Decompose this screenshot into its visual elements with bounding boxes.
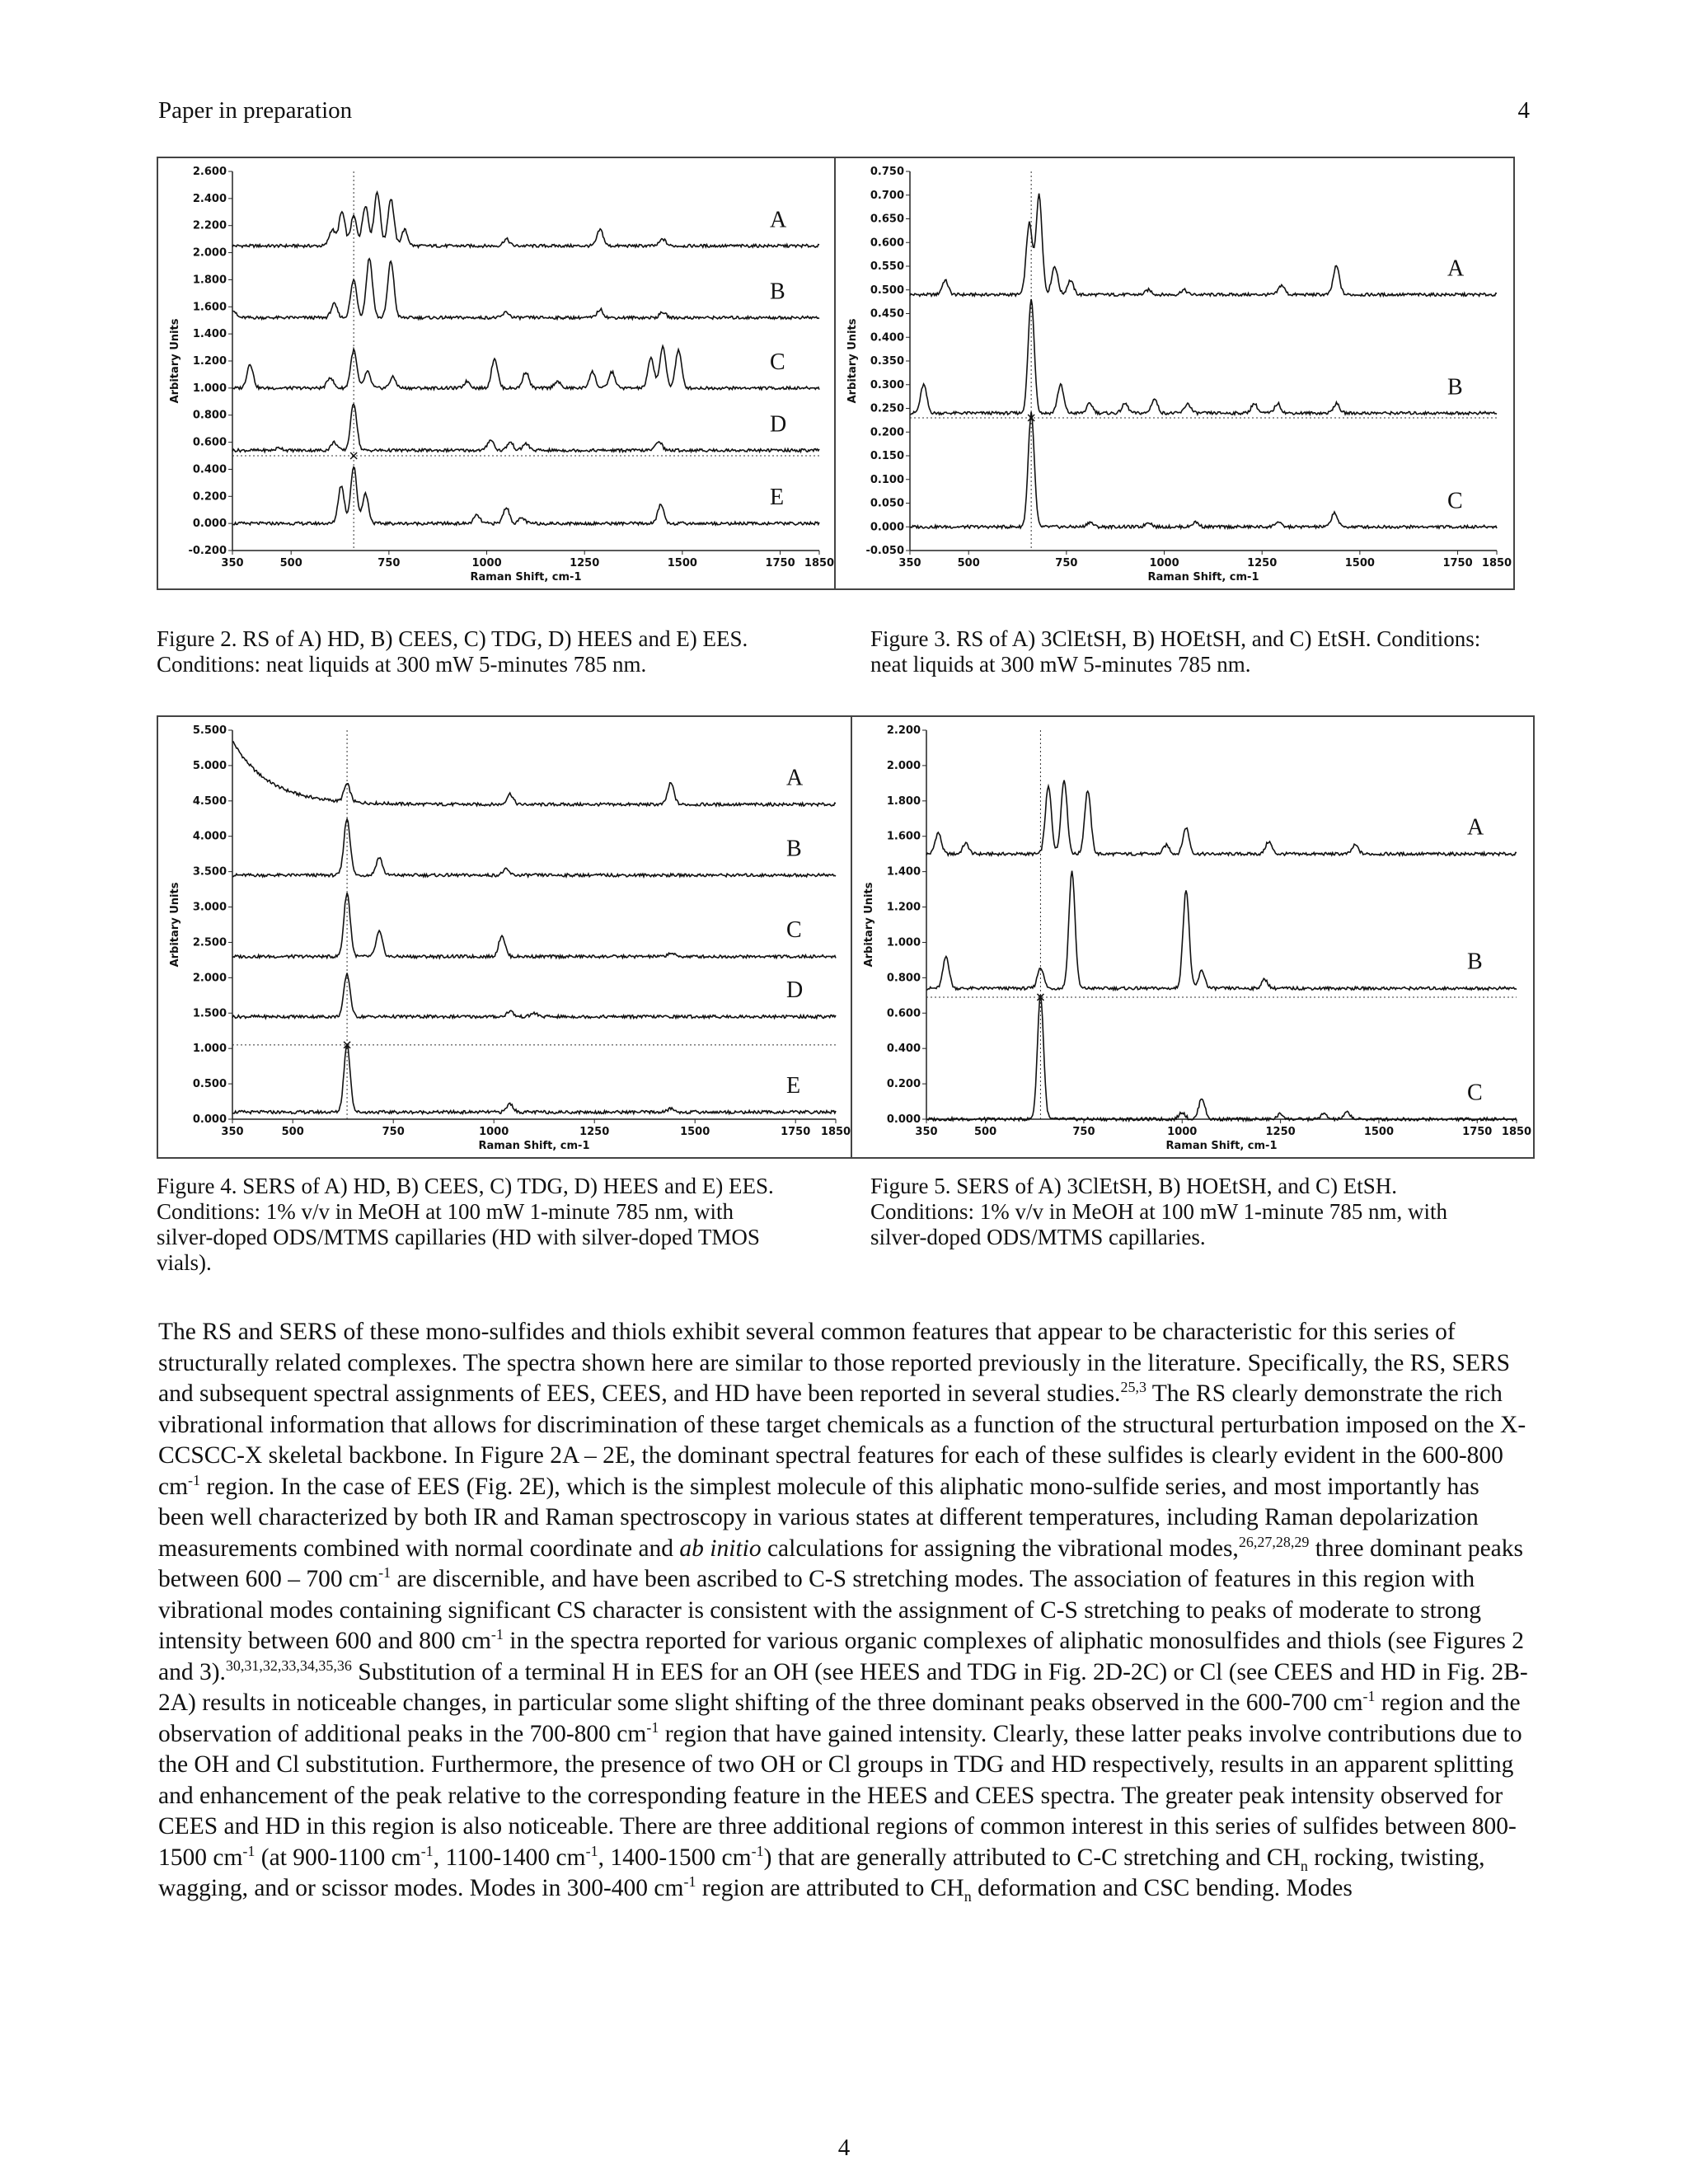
y-tick-label: 0.000 [192,1113,227,1126]
y-tick-label: 2.000 [192,972,227,985]
x-tick-label: 1500 [680,1126,710,1138]
y-axis-title: Arbitary Units [169,882,181,968]
series-label-E: E [786,1072,801,1099]
y-tick-label: -0.050 [865,545,904,557]
figure-4-frame [157,715,854,1159]
x-tick-label: 500 [279,557,302,569]
figure-3-caption: Figure 3. RS of A) 3ClEtSH, B) HOEtSH, and C) EtSH. Conditions: neat liquids at 300 mW 5-minutes 785 nm. [870,626,1481,677]
y-tick-label: 2.000 [192,246,227,260]
x-tick-label: 1000 [471,557,502,569]
y-tick-label: 0.200 [886,1078,921,1091]
x-tick-label: 1850 [1481,557,1512,569]
x-tick-label: 1850 [820,1126,851,1138]
x-tick-label: 1000 [1149,557,1179,569]
series-label-C: C [1467,1080,1483,1106]
y-tick-label: -0.200 [188,545,227,557]
y-tick-label: 1.600 [192,301,227,314]
figure-5-caption: Figure 5. SERS of A) 3ClEtSH, B) HOEtSH, and C) EtSH. Conditions: 1% v/v in MeOH at 100 mW 1-minute 785 nm, with silver-doped ODS/MTMS capillaries. [870,1174,1447,1249]
y-axis-title: Arbitary Units [863,882,875,968]
series-line-C [232,346,819,390]
x-axis-title: Raman Shift, cm-1 [478,1140,590,1152]
series-line-E [232,467,819,525]
x-tick-label: 750 [1055,557,1078,569]
y-axis-title: Arbitary Units [169,318,181,404]
figure-2-chart [158,158,836,588]
y-tick-label: 2.500 [192,936,227,949]
x-tick-label: 750 [382,1126,405,1138]
y-tick-label: 0.300 [870,378,904,391]
x-tick-label: 1850 [804,557,835,569]
y-tick-label: 2.200 [886,724,921,737]
y-tick-label: 1.600 [886,830,921,843]
x-tick-label: 1000 [479,1126,509,1138]
y-tick-label: 0.800 [192,409,227,422]
series-line-D [232,973,836,1019]
y-tick-label: 3.500 [192,865,227,879]
y-tick-label: 1.000 [886,936,921,949]
x-tick-label: 500 [281,1126,304,1138]
y-tick-label: 0.000 [870,521,904,534]
x-tick-label: 1750 [765,557,795,569]
y-tick-label: 0.750 [870,166,904,178]
y-tick-label: 5.500 [192,724,227,737]
y-tick-label: 4.000 [192,830,227,843]
x-tick-label: 1750 [1462,1126,1493,1138]
series-line-B [232,819,836,877]
series-label-E: E [770,485,785,511]
series-label-A: A [786,765,804,791]
series-label-D: D [770,411,787,438]
y-tick-label: 0.550 [870,260,904,273]
series-label-A: A [1447,255,1465,282]
figure-4-caption: Figure 4. SERS of A) HD, B) CEES, C) TDG, D) HEES and E) EES. Conditions: 1% v/v in MeOH at 100 mW 1-minute 785 nm, with silver-doped ODS/MTMS capillaries (HD with silver-doped TMOS vials). [157,1174,774,1275]
series-line-E [232,1046,836,1113]
y-tick-label: 4.500 [192,794,227,808]
y-tick-label: 0.400 [870,331,904,344]
x-tick-label: 1000 [1167,1126,1198,1138]
y-tick-label: 0.400 [192,463,227,476]
x-tick-label: 500 [957,557,980,569]
body-paragraph: The RS and SERS of these mono-sulfides and thiols exhibit several common features that appear to be characteristic for this series of structurally related complexes. The spectra shown here are similar to those reported previously in the literature. Specifically, the RS, SERS and subsequent spectral assignments of EES, CEES, and HD have been reported in several studies.$^{25,3}$ The RS clearly demonstrate the rich vibrational information that allows for discrimination of these target chemicals as a function of the structural perturbation imposed on the X-CCSCC-X skeletal backbone. In Figure 2A – 2E, the dominant spectral features for each of these sulfides is clearly evident in the 600-800 $cm^{-1}$ region. In the case of EES (Fig. 2E), which is the simplest molecule of this aliphatic mono-sulfide series, and most importantly has been well characterized by both IR and Raman spectroscopy in various states at different temperatures, including Raman depolarization measurements combined with normal coordinate and ab initio calculations for assigning the vibrational modes,$^{26,27,28,29}$ three dominant peaks between 600 – 700 $cm^{-1}$ are discernible, and have been ascribed to C-S stretching modes. The association of features in this region with vibrational modes containing significant CS character is consistent with the assignment of C-S stretching to peaks of moderate to strong intensity between 600 and 800 $cm^{-1}$ in the spectra reported for various organic complexes of aliphatic monosulfides and thiols (see Figures 2 and 3).$^{30,31,32,33,34,35,36}$ Substitution of a terminal H in EES for an OH (see HEES and TDG in Fig. 2D-2C) or Cl (see CEES and HD in Fig. 2B-2A) results in noticeable changes, in particular some slight shifting of the three dominant peaks observed in the 600-700 $cm^{-1}$ region and the observation of additional peaks in the 700-800 $cm^{-1}$ region that have gained intensity. Clearly, these latter peaks involve contributions due to the OH and Cl substitution. Furthermore, the presence of two OH or Cl groups in TDG and HD respectively, results in an apparent splitting and enhancement of the peak relative to the corresponding feature in the HEES and CEES spectra. The greater peak intensity observed for CEES and HD in this region is also noticeable. There are three additional regions of common interest in this series of sulfides between 800-1500 $cm^{-1}$ (at 900-1100 $cm^{-1}$, 1100-1400 $cm^{-1}$, 1400-1500 $cm^{-1}$) that are generally attributed to C-C stretching and $CH_n$ rocking, twisting, wagging, and or scissor modes. Modes in 300-400 $cm^{-1}$ region are attributed to $CH_n$ deformation and CSC bending. Modes [158,1319,1528,1905]
y-tick-label: 0.050 [870,497,904,510]
figure-5-frame [851,715,1535,1159]
cursor-marker [350,452,357,459]
y-tick-label: 2.400 [192,192,227,205]
y-tick-label: 2.200 [192,219,227,232]
x-tick-label: 350 [221,557,244,569]
x-tick-label: 1750 [781,1126,811,1138]
figure-4-chart [158,717,852,1157]
y-tick-label: 1.400 [192,328,227,341]
x-tick-label: 1850 [1501,1126,1532,1138]
x-tick-label: 750 [377,557,401,569]
y-tick-label: 1.800 [192,274,227,287]
series-line-A [232,742,836,806]
x-tick-label: 500 [974,1126,997,1138]
x-tick-label: 350 [221,1126,244,1138]
y-tick-label: 0.700 [870,189,904,202]
series-label-B: B [786,836,802,862]
series-label-B: B [770,279,785,305]
header-page-number: 4 [1517,97,1530,124]
y-tick-label: 1.400 [886,865,921,879]
series-label-C: C [786,917,802,944]
running-header: Paper in preparation [158,97,353,124]
y-tick-label: 0.200 [192,490,227,504]
y-tick-label: 0.400 [886,1043,921,1056]
y-tick-label: 1.000 [192,1043,227,1056]
x-tick-label: 1500 [667,557,697,569]
y-tick-label: 1.000 [192,382,227,395]
series-line-C [232,893,836,958]
y-tick-label: 0.600 [870,237,904,250]
footer-page-number: 4 [837,2135,851,2161]
y-tick-label: 0.500 [192,1078,227,1091]
y-tick-label: 0.600 [886,1007,921,1020]
y-tick-label: 1.800 [886,794,921,808]
series-label-D: D [786,977,804,1003]
x-tick-label: 1500 [1363,1126,1395,1138]
series-line-D [232,404,819,452]
x-tick-label: 350 [915,1126,938,1138]
y-axis-title: Arbitary Units [846,318,859,404]
series-label-A: A [770,207,787,233]
series-label-C: C [1447,488,1463,514]
series-label-A: A [1467,814,1484,841]
figure-2-frame [157,157,837,590]
series-line-B [910,299,1497,415]
y-tick-label: 0.800 [886,972,921,985]
y-tick-label: 0.150 [870,450,904,462]
y-tick-label: 5.000 [192,759,227,772]
y-tick-label: 0.200 [870,426,904,439]
series-line-B [926,871,1517,991]
y-tick-label: 0.650 [870,213,904,226]
figure-5-chart [852,717,1533,1157]
y-tick-label: 1.200 [192,355,227,368]
series-line-A [926,780,1517,855]
y-tick-label: 1.500 [192,1007,227,1020]
x-tick-label: 1250 [1265,1126,1296,1138]
y-tick-label: 0.600 [192,436,227,449]
y-tick-label: 0.250 [870,402,904,415]
series-line-A [232,192,819,247]
series-line-C [926,995,1517,1121]
series-label-C: C [770,349,785,375]
figure-3-chart [836,158,1513,588]
y-tick-label: 0.000 [192,518,227,531]
series-line-B [232,259,819,319]
y-tick-label: 2.600 [192,166,227,178]
series-line-C [910,412,1497,528]
series-label-B: B [1467,949,1483,975]
y-tick-label: 0.500 [870,284,904,297]
y-tick-label: 0.450 [870,307,904,321]
figure-3-frame [834,157,1515,590]
x-tick-label: 1250 [1247,557,1278,569]
y-tick-label: 2.000 [886,759,921,772]
y-tick-label: 0.100 [870,473,904,486]
x-tick-label: 1250 [579,1126,610,1138]
x-axis-title: Raman Shift, cm-1 [1165,1140,1278,1152]
x-tick-label: 1750 [1442,557,1473,569]
figure-2-caption: Figure 2. RS of A) HD, B) CEES, C) TDG, D) HEES and E) EES. Conditions: neat liquids at 300 mW 5-minutes 785 nm. [157,626,748,677]
x-tick-label: 350 [898,557,921,569]
x-tick-label: 750 [1072,1126,1095,1138]
y-tick-label: 0.000 [886,1113,921,1126]
series-label-B: B [1447,374,1463,401]
x-tick-label: 1500 [1344,557,1375,569]
series-line-A [910,194,1497,296]
x-axis-title: Raman Shift, cm-1 [470,571,582,583]
y-tick-label: 0.350 [870,355,904,368]
x-axis-title: Raman Shift, cm-1 [1147,571,1259,583]
y-tick-label: 3.000 [192,901,227,914]
y-tick-label: 1.200 [886,901,921,914]
x-tick-label: 1250 [570,557,600,569]
